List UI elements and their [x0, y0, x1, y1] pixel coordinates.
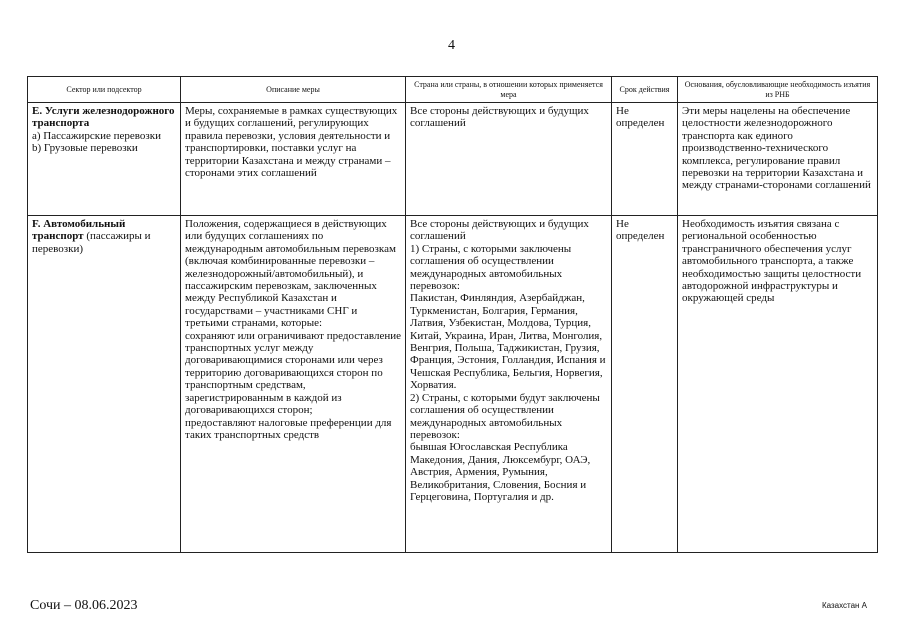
- term-cell: Не определен: [612, 103, 678, 216]
- description-text: сохраняют или ограничивают предоставление транспортных услуг между договаривающимися сторонами или через территорию договаривающихся сторон по транспортным средствам, зарегистрированным в каждой из договаривающихся сторон;: [185, 329, 402, 417]
- countries-text: 1) Страны, с которыми заключены соглашения об осуществлении международных автомобильных перевозок:: [410, 242, 572, 293]
- countries-text: Все стороны действующих и будущих соглашений: [410, 105, 589, 130]
- page-number: 4: [448, 38, 455, 53]
- footer-label: Казахстан А: [821, 601, 867, 610]
- exemptions-table: [27, 76, 878, 553]
- footer-date: Сочи – 08.06.2023: [30, 598, 138, 613]
- sector-cell: [28, 103, 181, 216]
- basis-cell: Эти меры нацелены на обеспечение целостности железнодорожного транспорта как единого производственно-технического комплекса, регулирование правил перевозки на территории Казахстана и между странами-сторонами соглашений: [678, 103, 878, 216]
- sector-item: b) Грузовые перевозки: [32, 142, 138, 155]
- countries-cell: [406, 103, 612, 216]
- sector-subtitle: (пассажиры и перевозки): [32, 230, 151, 255]
- countries-text: Все стороны действующих и будущих соглашений: [410, 218, 589, 243]
- sector-cell: [28, 216, 181, 553]
- countries-text: Пакистан, Финляндия, Азербайджан, Туркменистан, Болгария, Германия, Латвия, Узбекистан, Молдова, Турция, Китай, Украина, Иран, Литва, Монголия, Венгрия, Польша, Таджикистан, Грузия, Франция, Эстония, Голландия, Испания и Чешская Республика, Бельгия, Норвегия, Хорватия.: [410, 292, 606, 392]
- table-row: [28, 103, 878, 216]
- basis-cell: Необходимость изъятия связана с региональной особенностью трансграничного обеспечения услуг автомобильного транспорта, а также необходимостью защиты целостности автодорожной инфраструктуры и окружающей среды: [678, 216, 878, 553]
- countries-text: бывшая Югославская Республика Македония, Дания, Люксембург, ОАЭ, Австрия, Армения, Румыния, Великобритания, Словения, Босния и Герцеговина, Португалия и др.: [410, 441, 591, 503]
- description-text: предоставляют налоговые преференции для таких транспортных средств: [185, 416, 392, 441]
- sector-item: a) Пассажирские перевозки: [32, 129, 161, 142]
- header-description: Описание меры: [181, 77, 406, 103]
- countries-text: 2) Страны, с которыми будут заключены соглашения об осуществлении международных автомобильных перевозок:: [410, 391, 600, 441]
- header-countries: Страна или страны, в отношении которых применяется мера: [406, 77, 612, 103]
- countries-cell: [406, 216, 612, 553]
- sector-title: F. Автомобильный транспорт: [32, 218, 126, 243]
- header-basis: Основания, обусловливающие необходимость изъятия из РНБ: [678, 77, 878, 103]
- description-cell: [181, 216, 406, 553]
- header-sector: Сектор или подсектор: [28, 77, 181, 103]
- description-cell: Меры, сохраняемые в рамках существующих и будущих соглашений, регулирующих правила перевозки, условия деятельности и транспортировки, поставки услуг на территории Казахстана и между странами – сторонами этих соглашений: [181, 103, 406, 216]
- header-term: Срок действия: [612, 77, 678, 103]
- description-text: Положения, содержащиеся в действующих или будущих соглашениях по международным автомобильным перевозкам (включая комбинированные перевозки – железнодорожный/автомобильный), и пассажирским перевозкам, заключенных между Республикой Казахстан и государствами – участниками СНГ и третьими странами, которые:: [185, 218, 396, 330]
- table-row: [28, 216, 878, 553]
- table-header-row: [28, 77, 878, 103]
- sector-title: E. Услуги железнодорожного транспорта: [32, 105, 175, 130]
- term-cell: Не определен: [612, 216, 678, 553]
